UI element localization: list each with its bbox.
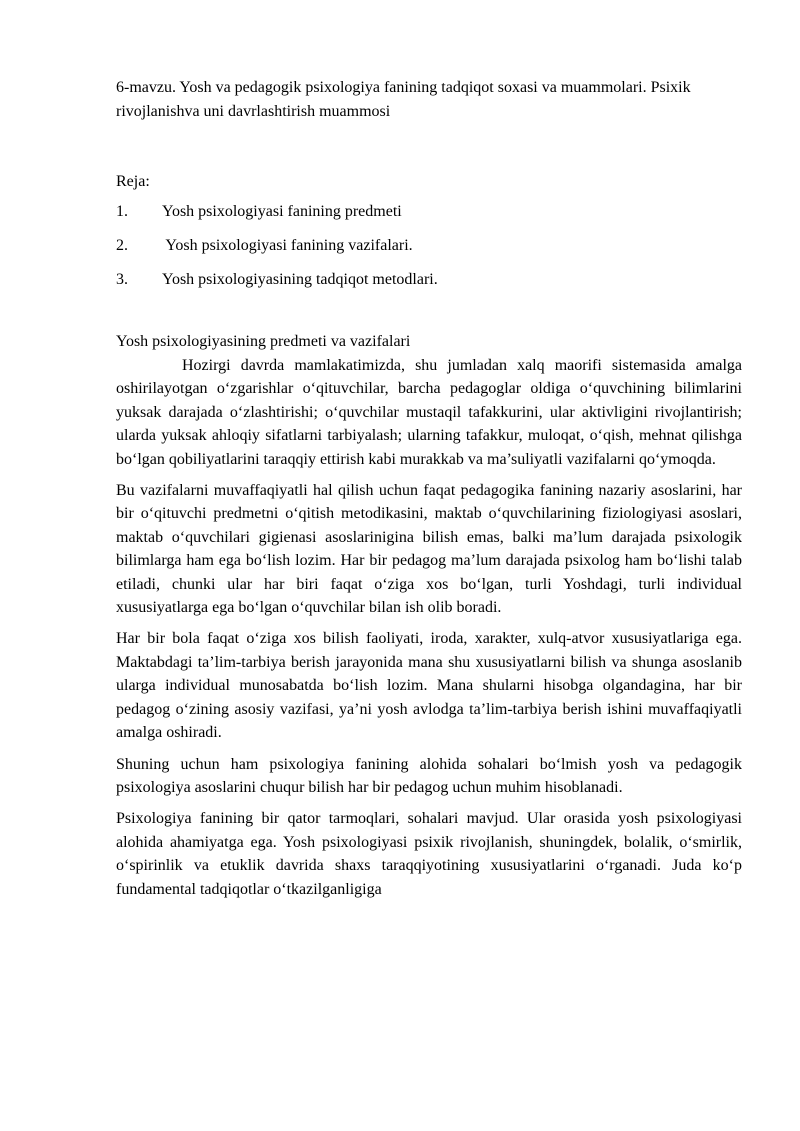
body-paragraph: Shuning uchun ham psixologiya fanining alohida sohalari bo‘lmish yosh va pedagogik psixologiya asoslarini chuqur bilish har bir pedagog uchun muhim hisoblanadi. — [116, 755, 742, 796]
document-page — [116, 76, 742, 909]
plan-list — [116, 200, 742, 292]
plan-item — [116, 268, 742, 292]
body-paragraph: Bu vazifalarni muvaffaqiyatli hal qilish uchun faqat pedagogika fanining nazariy asoslarini, har bir o‘qituvchi predmetni o‘qitish metodikasini, maktab o‘quvchilarining fiziologiyasi asoslari, maktab o‘quvchilari gigienasi asoslarinigina bilish emas, balki ma’lum darajada psixologik bilimlarga ham ega bo‘lish lozim. Har bir pedagog ma’lum darajada psixolog ham bo‘lishi talab etiladi, chunki ular har biri faqat o‘ziga xos bo‘lgan, turli Yoshdagi, turli individual xususiyatlarga ega bo‘lgan o‘quvchilar bilan ish olib boradi. — [116, 482, 742, 617]
section-heading: Yosh psixologiyasining predmeti va vazifalari — [116, 333, 411, 350]
plan-item-text: Yosh psixologiyasining tadqiqot metodlari. — [162, 271, 438, 288]
plan-item-number: 3. — [116, 271, 128, 288]
plan-heading: Reja: — [116, 173, 150, 190]
body-paragraph: Psixologiya fanining bir qator tarmoqlari, sohalari mavjud. Ular orasida yosh psixologiyasi alohida ahamiyatga ega. Yosh psixologiyasi psixik rivojlanish, shuningdek, bolalik, o‘smirlik, o‘spirinlik va etuklik davrida shaxs taraqqiyotining xususiyatlarini o‘rganadi. Juda ko‘p fundamental tadqiqotlar o‘tkazilganligiga — [116, 810, 742, 898]
plan-item-text: Yosh psixologiyasi fanining predmeti — [162, 203, 402, 220]
plan-item-number: 2. — [116, 237, 128, 254]
body-paragraph: Har bir bola faqat o‘ziga xos bilish faoliyati, iroda, xarakter, xulq-atvor xususiyatlariga ega. Maktabdagi ta’lim-tarbiya berish jarayonida mana shu xususiyatlarni bilish va shunga asoslanib ularga individual munosabatda bo‘lish lozim. Mana shularni hisobga olgandagina, har bir pedagog o‘zining asosiy vazifasi, ya’ni yosh avlodga ta’lim-tarbiya berish ishini muvaffaqiyatli amalga oshiradi. — [116, 630, 742, 742]
plan-item-number: 1. — [116, 203, 128, 220]
body-paragraph: Hozirgi davrda mamlakatimizda, shu jumladan xalq maorifi sistemasida amalga oshirilayotgan o‘zgarishlar o‘qituvchilar, barcha pedagoglar oldiga o‘quvchining bilimlarini yuksak darajada o‘zlashtirishi; o‘quvchilar mustaqil tafakkurini, ular aktivligini rivojlantirish; ularda yuksak ahloqiy sifatlarni tarbiyalash; ularning tafakkur, muloqat, o‘qish, mehnat qilishga bo‘lgan qobiliyatlarini taraqqiy ettirish kabi murakkab va ma’suliyatli vazifalarni qo‘ymoqda. — [116, 357, 742, 468]
plan-item — [116, 234, 742, 258]
document-title: 6-mavzu. Yosh va pedagogik psixologiya fanining tadqiqot soxasi va muammolari. Psixik rivojlanishva uni davrlashtirish muammosi — [116, 79, 691, 120]
plan-item-text: Yosh psixologiyasi fanining vazifalari. — [162, 237, 413, 254]
plan-item — [116, 200, 742, 224]
